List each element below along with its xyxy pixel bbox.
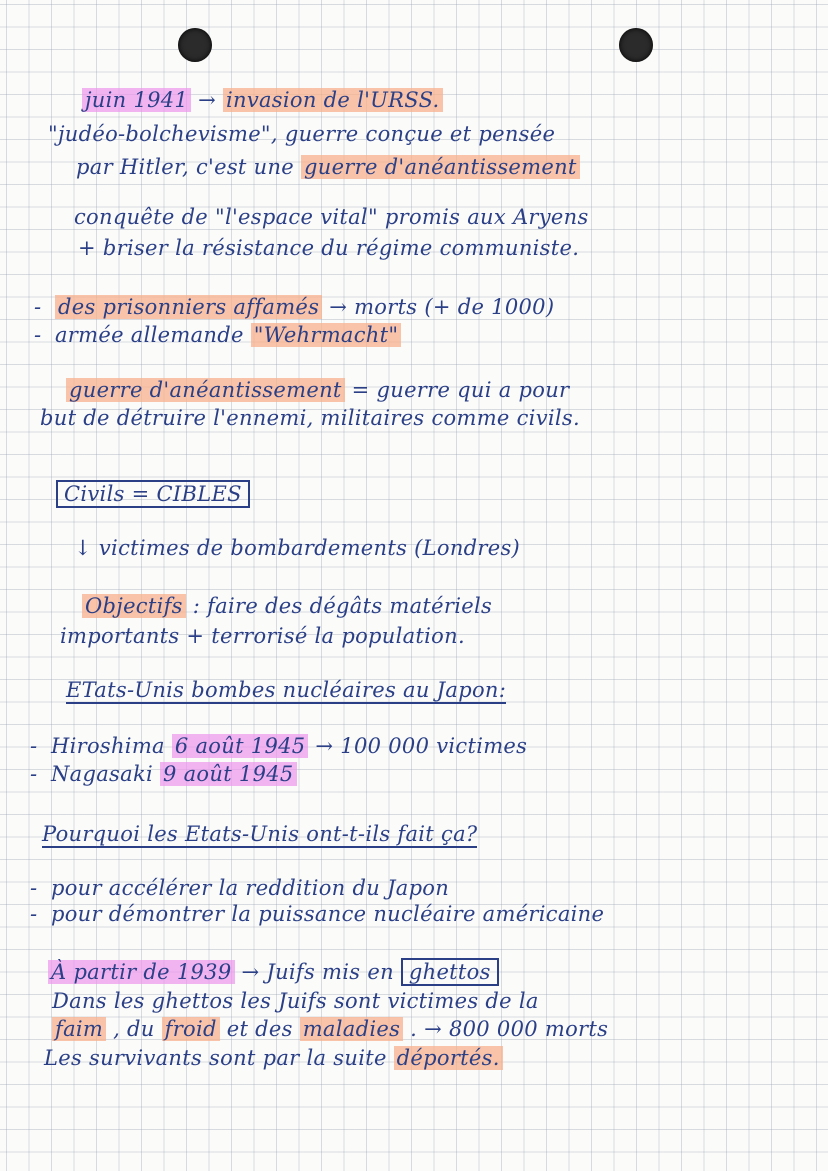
arrow: →	[198, 88, 216, 112]
boxed-word: ghettos	[401, 958, 499, 986]
note-text: Nagasaki	[50, 762, 153, 786]
note-line-12	[82, 594, 492, 618]
note-line-5: + briser la résistance du régime communiste.	[78, 236, 580, 260]
note-line-14	[66, 678, 506, 702]
note-text: → Juifs mis en	[241, 960, 394, 984]
date-highlight: 9 août 1945	[160, 762, 297, 786]
note-line-23	[44, 1046, 503, 1070]
note-text: . → 800 000 morts	[410, 1017, 609, 1041]
boxed-heading: Civils = CIBLES	[56, 480, 250, 508]
note-line-2: "judéo-bolchevisme", guerre conçue et pensée	[48, 122, 556, 146]
dash: -	[34, 295, 42, 319]
highlight: maladies	[300, 1017, 403, 1041]
note-line-4: conquête de "l'espace vital" promis aux Aryens	[74, 205, 589, 229]
note-text: victimes de bombardements (Londres)	[98, 536, 521, 560]
note-line-10	[56, 482, 250, 506]
note-line-1	[82, 88, 443, 112]
note-line-6	[34, 295, 554, 319]
dash: -	[30, 762, 38, 786]
highlight: Objectifs	[82, 594, 186, 618]
dash: -	[34, 323, 42, 347]
note-text: par Hitler, c'est une	[76, 155, 295, 179]
note-line-3	[76, 155, 580, 179]
note-line-9: but de détruire l'ennemi, militaires comme civils.	[40, 406, 580, 430]
highlight: faim	[52, 1017, 106, 1041]
note-line-20	[48, 960, 499, 984]
invasion-highlight: invasion de l'URSS.	[223, 88, 443, 112]
highlight: déportés.	[394, 1046, 503, 1070]
note-text: armée allemande	[54, 323, 244, 347]
note-text: : faire des dégâts matériels	[192, 594, 493, 618]
note-text: → 100 000 victimes	[315, 734, 528, 758]
note-text: Les survivants sont par la suite	[44, 1046, 387, 1070]
date-highlight: 6 août 1945	[172, 734, 309, 758]
highlight: "Wehrmacht"	[251, 323, 402, 347]
note-text: pour démontrer la puissance nucléaire américaine	[50, 902, 605, 926]
dash: -	[30, 902, 38, 926]
underlined-heading: ETats-Unis bombes nucléaires au Japon:	[66, 678, 507, 702]
note-text: Hiroshima	[50, 734, 165, 758]
note-text: et des	[226, 1017, 293, 1041]
note-line-7	[34, 323, 401, 347]
note-line-17	[42, 822, 477, 846]
note-line-13: importants + terrorisé la population.	[60, 624, 465, 648]
note-line-21: Dans les ghettos les Juifs sont victimes de la	[52, 989, 539, 1013]
note-text: , du	[113, 1017, 155, 1041]
binder-hole-left	[178, 28, 212, 62]
date-highlight: À partir de 1939	[48, 960, 235, 984]
note-text: = guerre qui a pour	[351, 378, 570, 402]
down-arrow: ↓	[74, 536, 92, 560]
note-line-18	[30, 876, 449, 900]
binder-hole-right	[619, 28, 653, 62]
note-line-16	[30, 762, 297, 786]
note-line-11	[74, 536, 520, 560]
underlined-question: Pourquoi les Etats-Unis ont-t-ils fait ça?	[42, 822, 478, 846]
note-line-8	[66, 378, 569, 402]
note-line-19	[30, 902, 604, 926]
note-text: pour accélérer la reddition du Japon	[50, 876, 450, 900]
highlight: guerre d'anéantissement	[301, 155, 580, 179]
highlight: froid	[162, 1017, 220, 1041]
dash: -	[30, 734, 38, 758]
note-line-15	[30, 734, 527, 758]
date-highlight: juin 1941	[82, 88, 191, 112]
dash: -	[30, 876, 38, 900]
note-line-22	[52, 1017, 608, 1041]
highlight: guerre d'anéantissement	[66, 378, 345, 402]
highlight: des prisonniers affamés	[55, 295, 322, 319]
note-text: → morts (+ de 1000)	[329, 295, 555, 319]
